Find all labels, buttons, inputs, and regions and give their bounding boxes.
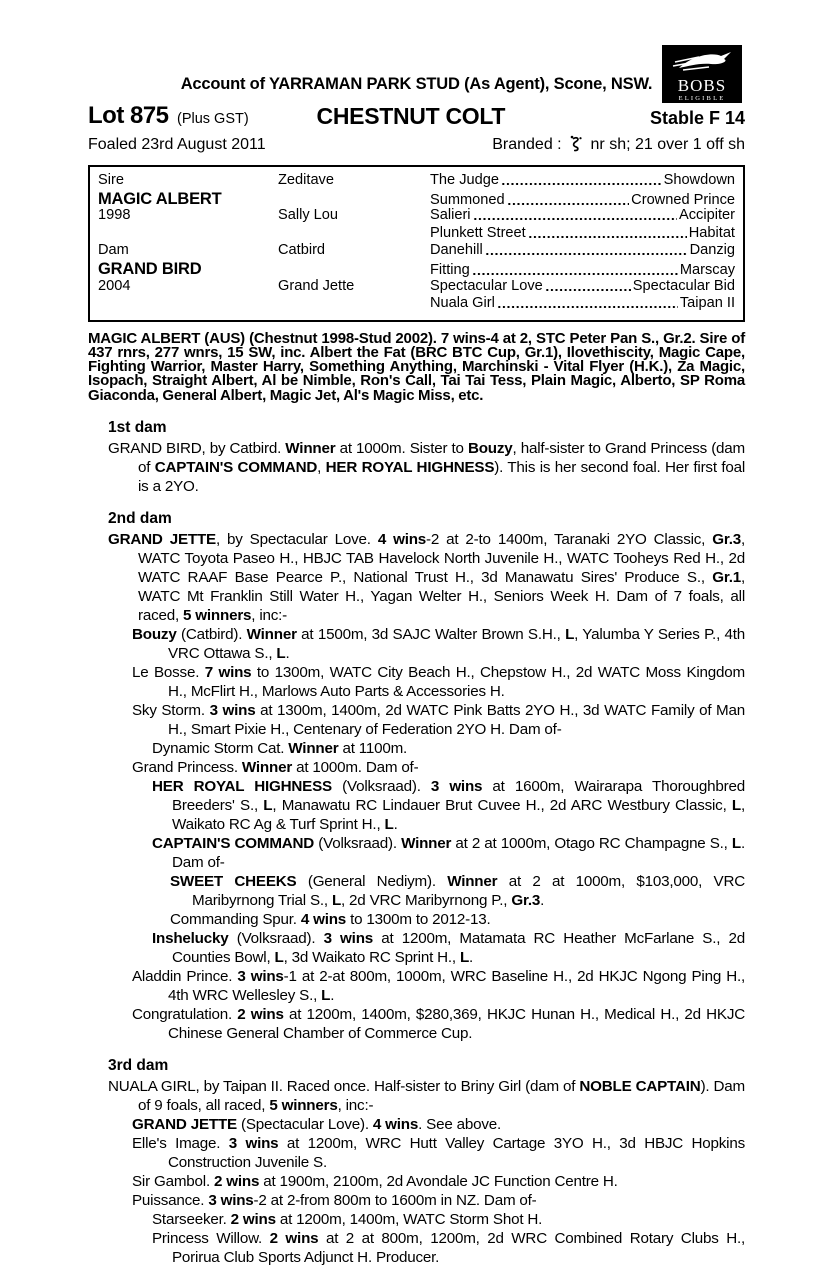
- grandparent-pair: [430, 278, 735, 294]
- principal-name: GRAND BIRD: [98, 259, 202, 278]
- emphasized-text: Bouzy: [467, 439, 513, 457]
- ancestor-name: Danehill: [430, 242, 483, 259]
- pedigree-entry: [88, 967, 745, 1005]
- emphasized-text: 4 wins: [372, 1115, 419, 1133]
- dam-sections: [88, 418, 745, 1267]
- lot-label: Lot 875: [88, 102, 169, 129]
- bobs-eligible-logo: [662, 45, 742, 103]
- entry-text: .: [469, 948, 474, 966]
- entry-text: . See above.: [418, 1115, 502, 1133]
- parent-name: Grand Jette: [278, 277, 355, 294]
- entry-text: (Volksraad).: [314, 834, 402, 852]
- entry-text: .: [285, 644, 290, 662]
- ancestor-sire: Crowned Prince: [631, 191, 735, 208]
- emphasized-text: Winner: [241, 758, 293, 776]
- entry-text: -2 at 2-from 800m to 1600m in NZ. Dam of-: [253, 1191, 537, 1209]
- emphasized-text: 3 wins: [430, 777, 483, 795]
- entry-text: Commanding Spur.: [170, 910, 301, 928]
- pedigree-entry: [88, 1172, 745, 1191]
- entry-text: at 2 at 800m, 1200m, 2d WRC Combined Rotary Clubs H., Porirua Club Sports Adjunct H. Producer.: [172, 1229, 746, 1266]
- entry-text: at 2 at 1000m, $103,000, VRC Maribyrnong Trial S.,: [192, 872, 745, 909]
- emphasized-text: GRAND JETTE: [132, 1115, 237, 1133]
- entry-text: at 1000m. Dam of-: [292, 758, 419, 776]
- ancestor-name: Salieri: [430, 207, 471, 224]
- leader-dots: [497, 299, 678, 311]
- entry-text: at 2 at 1000m, Otago RC Champagne S.,: [451, 834, 732, 852]
- pedigree-row: [98, 207, 735, 225]
- principal-name: MAGIC ALBERT: [98, 189, 222, 208]
- pedigree-label: Dam: [98, 242, 129, 259]
- entry-text: , 3d Waikato RC Sprint H.,: [283, 948, 460, 966]
- sire-summary: MAGIC ALBERT (AUS) (Chestnut 1998-Stud 2002). 7 wins-4 at 2, STC Peter Pan S., Gr.2. Sire of 437 rnrs, 277 wnrs, 15 SW, inc. Albert the Fat (BRC BTC Cup, Gr.1), Ilovethiscity, Magic Cape, Fighting Warrior, Master Harry, Something Anything, Marchinski - Vital Flyer (H.K.), Za Magic, Isopach, Straight Albert, Al be Nimble, Ron's Call, Tai Tai Tess, Plain Magic, Alberto, SP Roma Giaconda, General Albert, Magic Jet, Al's Magic Miss, etc.: [88, 329, 745, 404]
- pedigree-entry: [88, 663, 745, 701]
- emphasized-text: L: [276, 644, 286, 662]
- emphasized-text: HER ROYAL HIGHNESS: [152, 777, 332, 795]
- pedigree-entry: [88, 530, 745, 625]
- ancestor-sire: Danzig: [689, 242, 735, 259]
- emphasized-text: L: [459, 948, 470, 966]
- grandparent-pair: [430, 295, 735, 311]
- emphasized-text: 2 wins: [214, 1172, 260, 1190]
- emphasized-text: 5 winners: [183, 606, 252, 624]
- emphasized-text: NOBLE CAPTAIN: [579, 1077, 701, 1095]
- emphasized-text: 3 wins: [237, 967, 284, 985]
- entry-text: Sir Gambol.: [132, 1172, 214, 1190]
- ancestor-sire: Accipiter: [679, 207, 735, 224]
- entry-text: , WATC Mt Franklin Still Water H., Yagan Welter H., Seniors Week H. Dam of 7 foals, all raced,: [138, 568, 745, 624]
- emphasized-text: 4 wins: [377, 530, 427, 548]
- entry-text: Starseeker.: [152, 1210, 231, 1228]
- pedigree-entry: [88, 1005, 745, 1043]
- entry-text: (General Nediym).: [296, 872, 448, 890]
- leader-dots: [507, 196, 630, 208]
- brand-mark-icon: [569, 135, 583, 158]
- pedigree-entry: [88, 1191, 745, 1210]
- branded-label: Branded :: [492, 136, 562, 153]
- entry-text: Sky Storm.: [132, 701, 210, 719]
- entry-text: GRAND BIRD, by Catbird.: [108, 439, 286, 457]
- emphasized-text: Bouzy: [132, 625, 177, 643]
- pedigree-row: [98, 172, 735, 190]
- parent-name: Catbird: [278, 242, 326, 259]
- leader-dots: [473, 211, 677, 223]
- entry-text: Dynamic Storm Cat.: [152, 739, 289, 757]
- horse-head-icon: [669, 48, 735, 77]
- emphasized-text: 2 wins: [237, 1005, 284, 1023]
- entry-text: (Volksraad).: [331, 777, 431, 795]
- entry-text: to 1300m, WATC City Beach H., Chepstow H., 2d WATC Moss Kingdom H., McFlirt H., Marlows Auto Parts & Accessories H.: [168, 663, 745, 700]
- grandparent-pair: [430, 192, 735, 208]
- entry-text: at 1100m.: [338, 739, 408, 757]
- branded-info: [492, 135, 745, 158]
- entry-text: at 1200m, 1400m, WATC Storm Shot H.: [275, 1210, 543, 1228]
- grandparent-pair: [430, 207, 735, 223]
- pedigree-entry: [88, 739, 745, 758]
- emphasized-text: 3 wins: [209, 701, 256, 719]
- logo-subtext: ELIGIBLE: [678, 95, 726, 102]
- entry-text: , WATC Toyota Paseo H., HBJC TAB Havelock North Juvenile H., WATC Tooheys Red H., 2d WATC RAAF Base Pearce P., National Trust H., 3d Manawatu Sires' Produce S.,: [138, 530, 745, 586]
- leader-dots: [472, 266, 678, 278]
- leader-dots: [501, 176, 662, 188]
- pedigree-entry: [88, 701, 745, 739]
- emphasized-text: CAPTAIN'S COMMAND: [152, 834, 315, 852]
- entry-text: at 1000m. Sister to: [335, 439, 468, 457]
- emphasized-text: Gr.3: [511, 891, 541, 909]
- entry-text: Aladdin Prince.: [132, 967, 238, 985]
- emphasized-text: Winner: [401, 834, 452, 852]
- ancestor-sire: Spectacular Bid: [632, 277, 735, 294]
- entry-text: at 1500m, 3d SAJC Walter Brown S.H.,: [296, 625, 566, 643]
- entry-text: at 1300m, 1400m, 2d WATC Pink Batts 2YO H., 3d WATC Family of Man H., Smart Pixie H., Centenary of Federation 2YO H. Dam of-: [168, 701, 746, 738]
- grandparent-pair: [430, 242, 735, 258]
- entry-text: at 1200m, Matamata RC Heather McFarlane S., 2d Counties Bowl,: [172, 929, 745, 966]
- entry-text: .: [330, 986, 335, 1004]
- entry-text: NUALA GIRL, by Taipan II. Raced once. Half-sister to Briny Girl (dam of: [108, 1077, 580, 1095]
- emphasized-text: Winner: [447, 872, 498, 890]
- entry-text: Princess Willow.: [152, 1229, 270, 1247]
- entry-text: .: [393, 815, 398, 833]
- entry-text: , inc:-: [251, 606, 288, 624]
- pedigree-table: [88, 165, 745, 322]
- ancestor-name: Plunkett Street: [430, 224, 526, 241]
- grandparent-pair: [430, 262, 735, 278]
- entry-text: -2 at 2-to 1400m, Taranaki 2YO Classic,: [426, 530, 713, 548]
- emphasized-text: Gr.3: [712, 530, 741, 548]
- pedigree-label: 1998: [98, 207, 131, 224]
- lot-number: [88, 102, 249, 130]
- leader-dots: [528, 229, 687, 241]
- section-heading: 1st dam: [108, 418, 167, 436]
- entry-text: , 2d VRC Maribyrnong P.,: [341, 891, 512, 909]
- ancestor-name: Spectacular Love: [430, 277, 543, 294]
- emphasized-text: L: [731, 796, 741, 814]
- emphasized-text: L: [731, 834, 741, 852]
- emphasized-text: L: [331, 891, 342, 909]
- section-heading: 3rd dam: [108, 1056, 169, 1074]
- entry-text: Le Bosse.: [132, 663, 205, 681]
- pedigree-entry: [88, 1077, 745, 1115]
- entry-text: ). This is her second foal. Her first foal is a 2YO.: [138, 458, 746, 495]
- emphasized-text: Winner: [288, 739, 339, 757]
- entry-text: to 1300m to 2012-13.: [346, 910, 491, 928]
- branded-detail: nr sh; 21 over 1 off sh: [590, 136, 745, 153]
- section-heading: 2nd dam: [108, 509, 172, 527]
- emphasized-text: 4 wins: [300, 910, 347, 928]
- emphasized-text: Winner: [285, 439, 336, 457]
- foaled-row: [88, 135, 745, 158]
- pedigree-row: [98, 242, 735, 260]
- pedigree-entry: [88, 872, 745, 910]
- emphasized-text: CAPTAIN'S COMMAND: [154, 458, 318, 476]
- pedigree-row: [98, 190, 735, 208]
- entry-text: . Dam of-: [172, 834, 745, 871]
- pedigree-entry: [88, 1134, 745, 1172]
- emphasized-text: HER ROYAL HIGHNESS: [325, 458, 495, 476]
- pedigree-label: Sire: [98, 172, 124, 188]
- ancestor-sire: Showdown: [663, 172, 735, 188]
- entry-text: ,: [317, 458, 326, 476]
- pedigree-entry: [88, 929, 745, 967]
- emphasized-text: Inshelucky: [152, 929, 229, 947]
- pedigree-entry: [88, 439, 745, 496]
- entry-text: , Manawatu RC Lindauer Brut Cuvee H., 2d ARC Westbury Classic,: [272, 796, 732, 814]
- emphasized-text: 3 wins: [323, 929, 374, 947]
- pedigree-label: 2004: [98, 277, 131, 294]
- lot-gst-note: (Plus GST): [176, 111, 249, 127]
- emphasized-text: SWEET CHEEKS: [170, 872, 297, 890]
- pedigree-row: [98, 225, 735, 243]
- parent-name: Sally Lou: [278, 207, 339, 224]
- entry-text: at 1200m, 1400m, $280,369, HKJC Hunan H., Medical H., 2d HKJC Chinese General Chamber of Commerce Cup.: [168, 1005, 745, 1042]
- entry-text: (Catbird).: [176, 625, 247, 643]
- ancestor-name: The Judge: [430, 172, 499, 188]
- pedigree-entry: [88, 910, 745, 929]
- emphasized-text: L: [321, 986, 331, 1004]
- emphasized-text: 7 wins: [204, 663, 252, 681]
- foaled-date: Foaled 23rd August 2011: [88, 136, 266, 153]
- entry-text: Puissance.: [132, 1191, 209, 1209]
- entry-text: Elle's Image.: [132, 1134, 229, 1152]
- ancestor-name: Nuala Girl: [430, 295, 495, 312]
- emphasized-text: L: [565, 625, 575, 643]
- leader-dots: [485, 246, 688, 258]
- pedigree-entry: [88, 834, 745, 872]
- entry-text: at 1600m, Wairarapa Thoroughbred Breeders' S.,: [172, 777, 746, 814]
- pedigree-entry: [88, 758, 745, 777]
- ancestor-sire: Habitat: [688, 224, 735, 241]
- ancestor-name: Fitting: [430, 261, 470, 278]
- stable-number: Stable F 14: [649, 108, 745, 128]
- entry-text: , half-sister to Grand Princess (dam of: [138, 439, 745, 476]
- entry-text: (Volksraad).: [228, 929, 324, 947]
- grandparent-pair: [430, 172, 735, 188]
- ancestor-sire: Marscay: [679, 261, 735, 278]
- pedigree-row: [98, 278, 735, 296]
- leader-dots: [545, 282, 631, 294]
- emphasized-text: 5 winners: [269, 1096, 338, 1114]
- pedigree-entry: [88, 1210, 745, 1229]
- entry-text: , Yalumba Y Series P., 4th VRC Ottawa S.,: [168, 625, 745, 662]
- emphasized-text: 2 wins: [230, 1210, 276, 1228]
- account-line: Account of YARRAMAN PARK STUD (As Agent), Scone, NSW.: [180, 75, 653, 93]
- ancestor-sire: Taipan II: [679, 295, 735, 312]
- lot-row: [88, 100, 745, 130]
- grandparent-pair: [430, 225, 735, 241]
- entry-text: -1 at 2-at 800m, 1000m, WRC Baseline H., 2d HKJC Ngong Ping H., 4th WRC Wellesley S.,: [168, 967, 745, 1004]
- entry-text: ). Dam of 9 foals, all raced,: [138, 1077, 745, 1114]
- ancestor-name: Summoned: [430, 191, 505, 208]
- pedigree-entry: [88, 1229, 745, 1267]
- entry-text: , Waikato RC Ag & Turf Sprint H.,: [172, 796, 746, 833]
- emphasized-text: L: [384, 815, 394, 833]
- entry-text: , by Spectacular Love.: [215, 530, 378, 548]
- entry-text: .: [540, 891, 545, 909]
- pedigree-entry: [88, 777, 745, 834]
- pedigree-entry: [88, 1115, 745, 1134]
- entry-text: Grand Princess.: [132, 758, 242, 776]
- entry-text: Congratulation.: [132, 1005, 238, 1023]
- emphasized-text: 3 wins: [208, 1191, 254, 1209]
- emphasized-text: L: [263, 796, 273, 814]
- pedigree-entry: [88, 625, 745, 663]
- entry-text: at 1200m, WRC Hutt Valley Cartage 3YO H., 3d HBJC Hopkins Construction Juvenile S.: [168, 1134, 745, 1171]
- entry-text: , inc:-: [337, 1096, 374, 1114]
- pedigree-row: [98, 295, 735, 313]
- emphasized-text: L: [274, 948, 284, 966]
- emphasized-text: 3 wins: [228, 1134, 279, 1152]
- emphasized-text: GRAND JETTE: [108, 530, 216, 548]
- emphasized-text: 2 wins: [269, 1229, 319, 1247]
- emphasized-text: Gr.1: [712, 568, 741, 586]
- parent-name: Zeditave: [278, 172, 334, 188]
- logo-text: BOBS: [677, 76, 727, 95]
- entry-text: (Spectacular Love).: [236, 1115, 373, 1133]
- emphasized-text: Winner: [246, 625, 297, 643]
- entry-text: at 1900m, 2100m, 2d Avondale JC Function Centre H.: [259, 1172, 618, 1190]
- page-title: CHESTNUT COLT: [316, 103, 506, 129]
- pedigree-row: [98, 260, 735, 278]
